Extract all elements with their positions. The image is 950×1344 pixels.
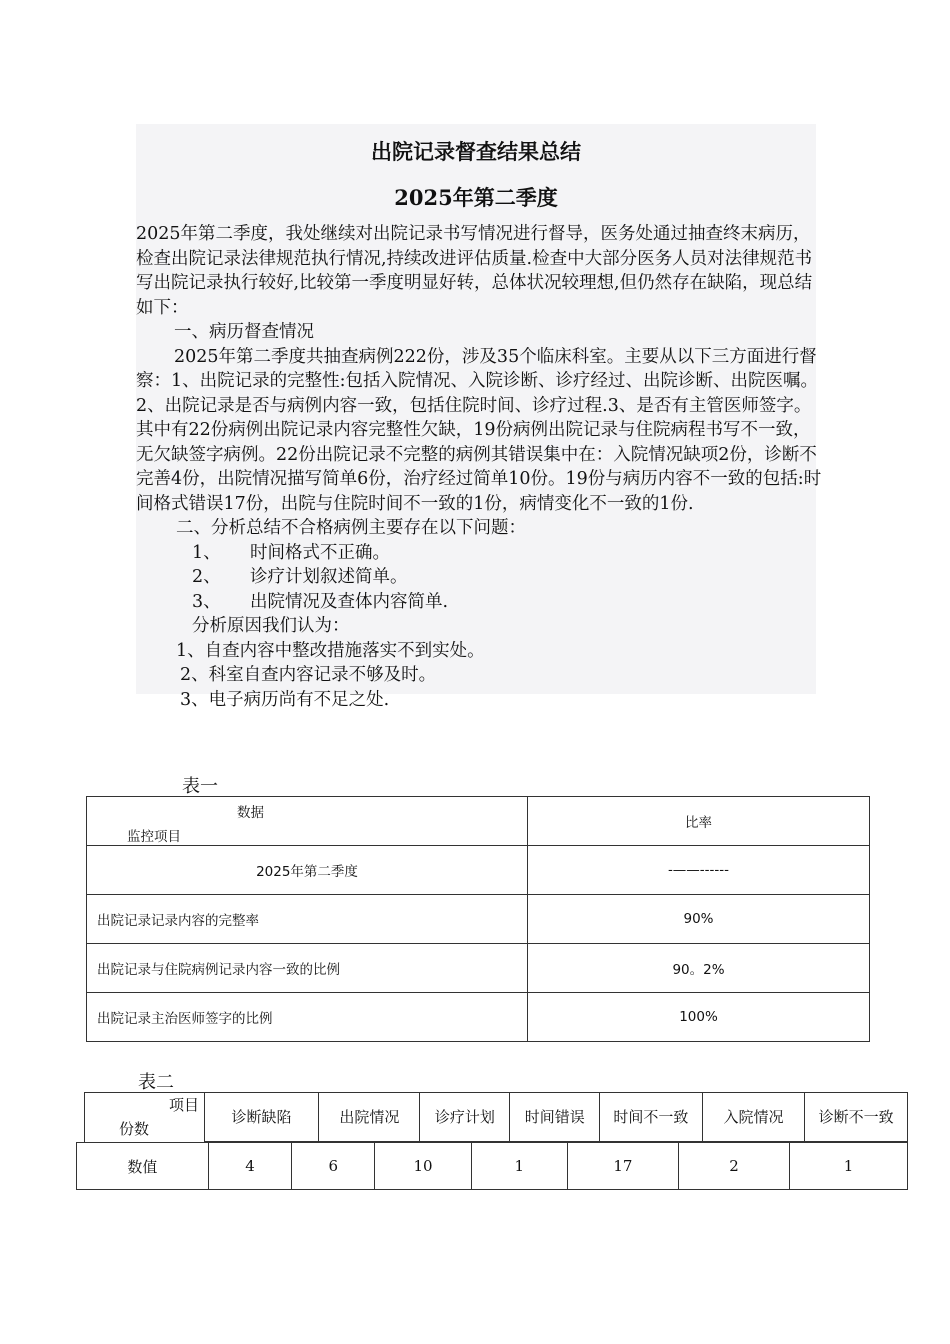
- header-cell: 诊断不一致: [805, 1093, 908, 1142]
- document-subtitle: 2025年第二季度: [394, 185, 558, 210]
- table-row: [87, 944, 870, 993]
- header-cell: 诊断缺陷: [204, 1093, 319, 1142]
- header-rate: 比率: [528, 797, 870, 846]
- value-cell: 2: [678, 1143, 789, 1190]
- table-2-values: [76, 1142, 908, 1190]
- item-cell: 出院记录主治医师签字的比例: [87, 993, 528, 1042]
- header-cell: 诊疗计划: [420, 1093, 510, 1142]
- intro-paragraph: 2025年第二季度，我处继续对出院记录书写情况进行督导，医务处通过抽查终末病历，检查出院记录法律规范执行情况,持续改进评估质量.检查中大部分医务人员对法律规范书写出院记录执行较好,比较第一季度明显好转，总体状况较理想,但仍然存在缺陷，现总结如下：: [136, 224, 813, 318]
- header-cell: 入院情况: [702, 1093, 805, 1142]
- header-item: 监控项目: [127, 829, 181, 845]
- table-2-corner-cell: [85, 1093, 205, 1142]
- header-data: 数据: [237, 805, 264, 821]
- table-row: [77, 1143, 908, 1190]
- header-cell: 时间不一致: [600, 1093, 703, 1142]
- problem-item: 3、 出院情况及查体内容简单.: [192, 591, 449, 612]
- table-row: [87, 993, 870, 1042]
- table-2-header: [84, 1092, 908, 1142]
- document-title: 出院记录督查结果总结: [371, 140, 581, 164]
- reason-item: 1、自查内容中整改措施落实不到实处。: [176, 640, 485, 661]
- document-body: [136, 222, 826, 712]
- value-cell: 90。2%: [528, 944, 870, 993]
- value-cell: 1: [789, 1143, 907, 1190]
- problem-item: 1、 时间格式不正确。: [192, 542, 390, 563]
- row-label: 数值: [77, 1143, 209, 1190]
- period-value: -——------: [528, 846, 870, 895]
- section-2-heading: 二、分析总结不合格病例主要存在以下问题：: [176, 518, 526, 538]
- value-cell: 1: [471, 1143, 567, 1190]
- header-cell: 时间错误: [510, 1093, 600, 1142]
- table-1-label: 表一: [182, 776, 218, 797]
- corner-bottom: 份数: [119, 1120, 150, 1139]
- section-1-paragraph: 2025年第二季度共抽查病例222份，涉及35个临床科室。主要从以下三方面进行督察：1、出院记录的完整性:包括入院情况、入院诊断、诊疗经过、出院诊断、出院医嘱。2、出院记录是否与病例内容一致，包括住院时间、诊疗过程.3、是否有主管医师签字。其中有22份病例出院记录内容完整性欠缺，19份病例出院记录与住院病程书写不一致，无欠缺签字病例。22份出院记录不完整的病例其错误集中在：入院情况缺项2份，诊断不完善4份，出院情况描写简单6份，治疗经过简单10份。19份与病历内容不一致的包括:时间格式错误17份，出院与住院时间不一致的1份，病情变化不一致的1份.: [136, 346, 822, 514]
- value-cell: 90%: [528, 895, 870, 944]
- value-cell: 17: [567, 1143, 678, 1190]
- value-cell: 100%: [528, 993, 870, 1042]
- section-1-heading: 一、病历督查情况: [174, 322, 314, 342]
- table-row: [87, 846, 870, 895]
- table-1-corner-cell: [87, 797, 528, 846]
- problem-item: 2、 诊疗计划叙述简单。: [192, 567, 408, 587]
- reason-item: 3、电子病历尚有不足之处.: [180, 689, 390, 710]
- corner-top: 项目: [169, 1096, 200, 1115]
- reason-heading: 分析原因我们认为：: [192, 616, 350, 636]
- table-2-label: 表二: [138, 1072, 174, 1093]
- reason-item: 2、科室自查内容记录不够及时。: [180, 665, 437, 685]
- table-row: [87, 895, 870, 944]
- table-1: [86, 796, 870, 1042]
- header-cell: 出院情况: [319, 1093, 420, 1142]
- table-row: [85, 1093, 908, 1142]
- item-cell: 出院记录记录内容的完整率: [87, 895, 528, 944]
- value-cell: 10: [375, 1143, 471, 1190]
- table-row: [87, 797, 870, 846]
- period-cell: 2025年第二季度: [87, 846, 528, 895]
- item-cell: 出院记录与住院病例记录内容一致的比例: [87, 944, 528, 993]
- value-cell: 4: [208, 1143, 291, 1190]
- value-cell: 6: [292, 1143, 375, 1190]
